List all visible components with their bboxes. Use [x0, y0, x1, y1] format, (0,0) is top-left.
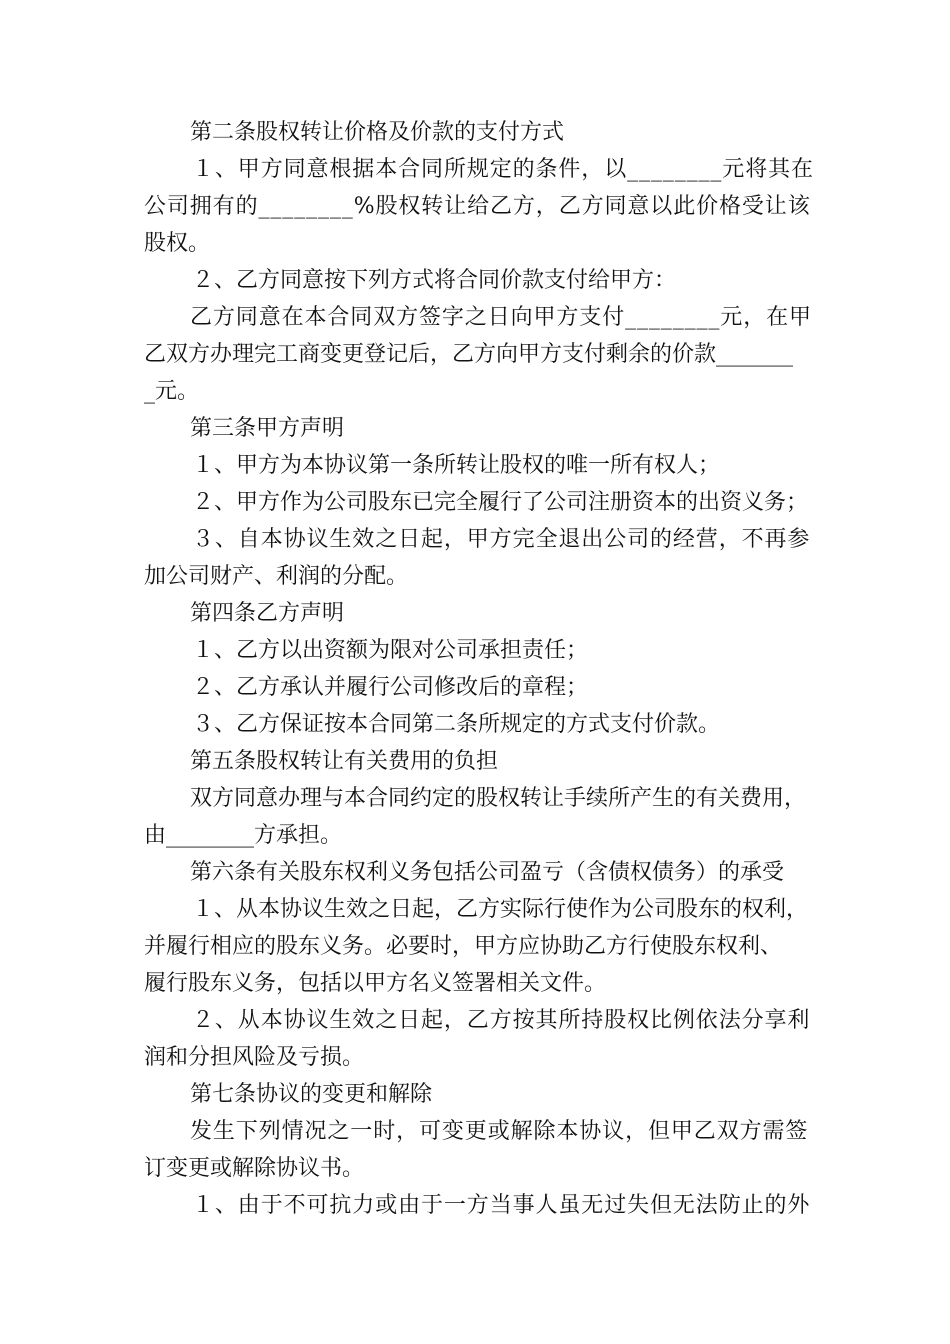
- article-6-heading: 第六条有关股东权利义务包括公司盈亏（含债权债务）的承受: [190, 860, 785, 885]
- paragraph-line: １、从本协议生效之日起，乙方实际行使作为公司股东的权利，: [192, 897, 809, 922]
- paragraph-line: １、由于不可抗力或由于一方当事人虽无过失但无法防止的外: [192, 1193, 811, 1218]
- article-7-heading: 第七条协议的变更和解除: [190, 1082, 433, 1107]
- paragraph-line: 加公司财产、利润的分配。: [144, 564, 409, 589]
- article-5-heading: 第五条股权转让有关费用的负担: [190, 749, 499, 774]
- paragraph-line: 股权。: [144, 231, 211, 256]
- article-3-heading: 第三条甲方声明: [190, 416, 345, 441]
- paragraph-line: ２、甲方作为公司股东已完全履行了公司注册资本的出资义务；: [192, 490, 809, 515]
- paragraph-line: １、甲方同意根据本合同所规定的条件，以________元将其在: [192, 157, 814, 182]
- paragraph-line: _元。: [144, 379, 200, 404]
- paragraph-line: ２、乙方同意按下列方式将合同价款支付给甲方：: [192, 268, 677, 293]
- paragraph-line: 由________方承担。: [144, 823, 343, 848]
- paragraph-line: ２、乙方承认并履行公司修改后的章程；: [192, 675, 589, 700]
- article-2-heading: 第二条股权转让价格及价款的支付方式: [190, 120, 565, 145]
- paragraph-line: 发生下列情况之一时，可变更或解除本协议，但甲乙双方需签: [190, 1119, 809, 1144]
- paragraph-line: 并履行相应的股东义务。必要时，甲方应协助乙方行使股东权利、: [144, 934, 783, 959]
- paragraph-line: ２、从本协议生效之日起，乙方按其所持股权比例依法分享利: [192, 1008, 811, 1033]
- article-4-heading: 第四条乙方声明: [190, 601, 345, 626]
- paragraph-line: 乙方同意在本合同双方签字之日向甲方支付________元，在甲: [190, 305, 812, 330]
- paragraph-line: 订变更或解除协议书。: [144, 1156, 365, 1181]
- paragraph-line: 履行股东义务，包括以甲方名义签署相关文件。: [144, 971, 607, 996]
- paragraph-line: 乙双方办理完工商变更登记后，乙方向甲方支付剩余的价款_______: [144, 342, 794, 367]
- paragraph-line: ３、乙方保证按本合同第二条所规定的方式支付价款。: [192, 712, 721, 737]
- paragraph-line: ３、自本协议生效之日起，甲方完全退出公司的经营，不再参: [192, 527, 811, 552]
- paragraph-line: １、乙方以出资额为限对公司承担责任；: [192, 638, 589, 663]
- paragraph-line: 公司拥有的________%股权转让给乙方，乙方同意以此价格受让该: [144, 194, 811, 219]
- paragraph-line: 润和分担风险及亏损。: [144, 1045, 365, 1070]
- paragraph-line: 双方同意办理与本合同约定的股权转让手续所产生的有关费用，: [190, 786, 807, 811]
- paragraph-line: １、甲方为本协议第一条所转让股权的唯一所有权人；: [192, 453, 721, 478]
